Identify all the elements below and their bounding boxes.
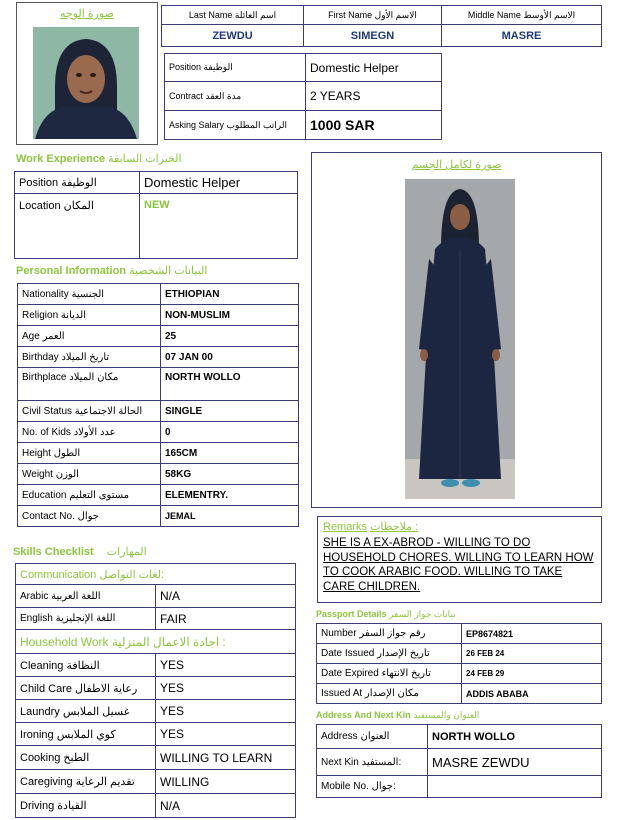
passport-number-value: EP8674821 [462,624,602,644]
name-table [161,5,602,47]
issued-at-value: ADDIS ABABA [462,684,602,704]
age-label: Age العمر [18,326,161,347]
middle-name-header: Middle Name الاسم الأوسط [442,6,602,25]
date-expired-value: 24 FEB 29 [462,664,602,684]
date-expired-label: Date Expired تاريخ الانتهاء [317,664,462,684]
skills-table [15,563,296,818]
caregiving-value: WILLING [156,770,296,794]
personal-info-table [17,283,299,527]
position-label: Position الوظيفة [165,54,306,82]
last-name-value: ZEWDU [162,25,304,47]
childcare-label: Child Care رعاية الاطفال [16,677,156,700]
height-value: 165CM [161,443,299,464]
address-label: Address العنوان [317,725,428,749]
skills-title [13,545,147,558]
salary-label: Asking Salary الراتب المطلوب [165,111,306,140]
address-value: NORTH WOLLO [428,725,602,749]
education-value: ELEMENTRY. [161,485,299,506]
mobile-value [428,776,602,798]
body-photo-title: صورة لكامل الجسم [411,159,502,171]
personal-info-title-en: Personal Information [16,265,127,277]
childcare-value: YES [156,677,296,700]
salary-value: 1000 SAR [306,111,442,140]
address-table [316,724,602,798]
mobile-label: Mobile No. جوال: [317,776,428,798]
passport-title [316,609,456,620]
laundry-label: Laundry غسيل الملابس [16,700,156,723]
contact-label: Contact No. جوال [18,506,161,527]
we-location-label: Location المكان [15,194,140,259]
religion-value: NON-MUSLIM [161,305,299,326]
cleaning-value: YES [156,654,296,677]
arabic-label: Arabic اللغة العربية [16,585,156,608]
passport-number-label: Number رقم جواز السفر [317,624,462,644]
body-photo-frame [311,152,602,508]
kids-label: No. of Kids عدد الأولاد [18,422,161,443]
english-value: FAIR [156,608,296,630]
contract-value: 2 YEARS [306,82,442,111]
face-photo [33,27,139,139]
household-header: Household Work اجادة الاعمال المنزلية : [16,630,296,654]
contact-value: JEMAL [161,506,299,527]
cleaning-label: Cleaning النظافة [16,654,156,677]
personal-info-title [16,264,207,277]
passport-title-en: Passport Details [316,609,387,619]
remarks-title-ar: ملاحظات : [370,521,419,533]
we-position-label: Position الوظيفة [15,172,140,194]
first-name-value: SIMEGN [304,25,442,47]
job-table [164,53,442,140]
remarks-title-en: Remarks [323,521,368,533]
birthplace-value: NORTH WOLLO [161,368,299,401]
civil-status-value: SINGLE [161,401,299,422]
birthplace-label: Birthplace مكان الميلاد [18,368,161,401]
caregiving-label: Caregiving تقديم الرعاية [16,770,156,794]
next-kin-value: MASRE ZEWDU [428,749,602,776]
date-issued-label: Date Issued تاريخ الإصدار [317,644,462,664]
we-location-value: NEW [140,194,298,259]
skills-title-ar: المهارات [106,546,147,558]
weight-label: Weight الوزن [18,464,161,485]
next-kin-label: Next Kin المستفيد: [317,749,428,776]
contract-label: Contract مدة العقد [165,82,306,111]
last-name-header: Last Name اسم العائلة [162,6,304,25]
height-label: Height الطول [18,443,161,464]
remarks-box [317,516,602,603]
work-experience-title-en: Work Experience [16,153,106,165]
work-experience-table [14,171,298,259]
ironing-label: Ironing كوي الملابس [16,723,156,746]
education-label: Education مستوى التعليم [18,485,161,506]
we-position-value: Domestic Helper [140,172,298,194]
age-value: 25 [161,326,299,347]
body-photo [405,179,515,499]
face-photo-title: صورة الوجه [60,8,114,20]
skills-title-en: Skills Checklist [13,546,94,558]
position-value: Domestic Helper [306,54,442,82]
passport-title-ar: بيانات جواز السفر [389,609,456,619]
remarks-title [323,520,596,533]
first-name-header: First Name الاسم الأول [304,6,442,25]
address-title-en: Address And Next Kin [316,710,411,720]
driving-value: N/A [156,794,296,818]
civil-status-label: Civil Status الحالة الاجتماعية [18,401,161,422]
laundry-value: YES [156,700,296,723]
birthday-value: 07 JAN 00 [161,347,299,368]
birthday-label: Birthday تاريخ الميلاد [18,347,161,368]
middle-name-value: MASRE [442,25,602,47]
face-photo-frame [16,2,158,145]
communication-header: Communication لغات التواصل: [16,564,296,585]
cooking-label: Cooking الطبخ [16,746,156,770]
address-title-ar: العنوان والمستفيد [413,710,480,720]
kids-value: 0 [161,422,299,443]
work-experience-title-ar: الخبرات السابقة [108,153,182,165]
date-issued-value: 26 FEB 24 [462,644,602,664]
personal-info-title-ar: البيانات الشخصية [129,265,208,277]
driving-label: Driving القيادة [16,794,156,818]
religion-label: Religion الديانة [18,305,161,326]
address-title [316,710,479,721]
work-experience-title [16,152,182,165]
cooking-value: WILLING TO LEARN [156,746,296,770]
ironing-value: YES [156,723,296,746]
passport-table [316,623,602,704]
arabic-value: N/A [156,585,296,608]
remarks-text: SHE IS A EX-ABROD - WILLING TO DO HOUSEHOLD CHORES. WILLING TO LEARN HOW TO COOK ARABIC FOOD. WILLING TO TAKE CARE CHILDREN. [323,537,594,593]
nationality-value: ETHIOPIAN [161,284,299,305]
english-label: English اللغة الإنجليزية [16,608,156,630]
nationality-label: Nationality الجنسية [18,284,161,305]
weight-value: 58KG [161,464,299,485]
issued-at-label: Issued At مكان الإصدار [317,684,462,704]
